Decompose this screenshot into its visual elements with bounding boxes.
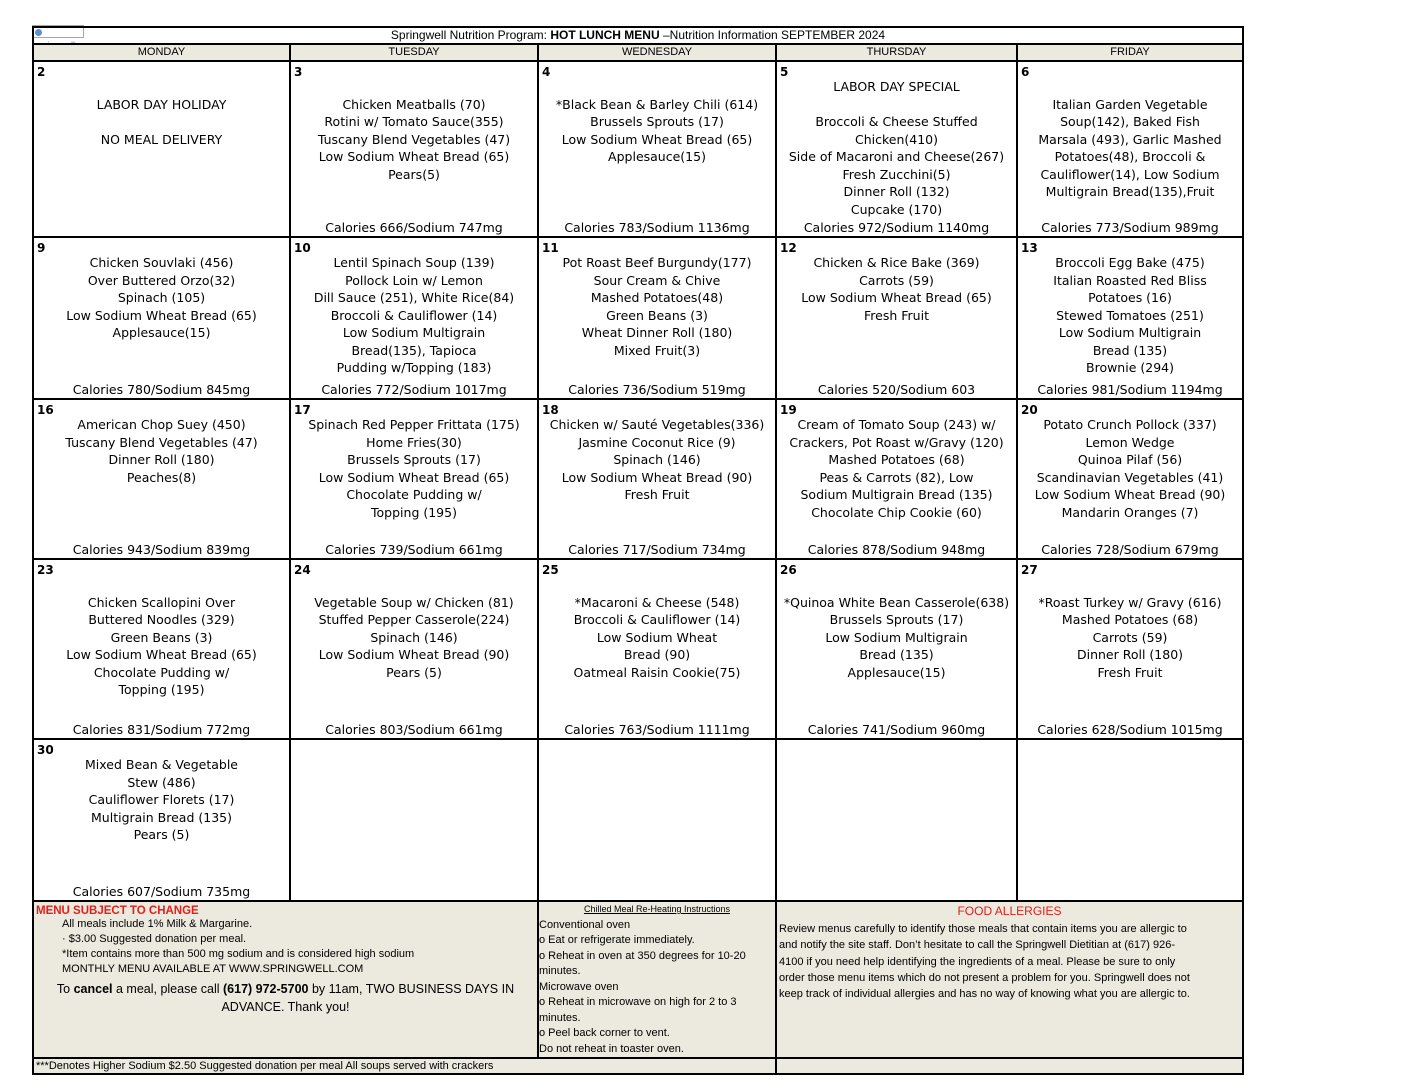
day-number: 4 <box>542 65 551 79</box>
meal-items <box>291 400 537 521</box>
day-cell <box>33 559 290 739</box>
reheat-instructions <box>538 901 776 1058</box>
meal-items <box>34 62 289 148</box>
meal-item: Brussels Sprouts (17) <box>590 114 724 129</box>
meal-item: Low Sodium Wheat Bread (65) <box>561 131 753 147</box>
day-cell <box>33 61 290 237</box>
footer-lines <box>34 917 537 977</box>
meal-item: Italian Garden Vegetable <box>1052 96 1208 112</box>
meal-item: Cream of Tomato Soup (243) w/ <box>797 417 996 432</box>
reheat-line: Do not reheat in toaster oven. <box>539 1042 684 1055</box>
meal-item: Peaches(8) <box>126 469 197 485</box>
day-cell <box>1017 237 1243 399</box>
day-header-wednesday: WEDNESDAY <box>538 44 776 61</box>
weeks-body <box>33 61 1243 901</box>
meal-item: Low Sodium Multigrain <box>825 629 968 645</box>
meal-item <box>543 78 771 96</box>
meal-item: Sodium Multigrain Bread (135) <box>800 487 993 502</box>
day-cell <box>1017 739 1243 901</box>
meal-item: Scandinavian Vegetables (41) <box>1036 469 1224 485</box>
meal-item <box>1022 78 1238 96</box>
meal-item: Chicken Meatballs (70) <box>342 96 486 112</box>
meal-items <box>291 560 537 681</box>
meal-item: Bread(135), Tapioca <box>351 342 477 358</box>
day-number: 26 <box>780 563 797 577</box>
meal-item: Dill Sauce (251), White Rice(84) <box>313 290 515 305</box>
day-number: 9 <box>37 241 46 255</box>
week-row <box>33 237 1243 399</box>
day-header-friday: FRIDAY <box>1017 44 1243 61</box>
meal-item <box>295 78 533 96</box>
meal-item: Broccoli Egg Bake (475) <box>1055 255 1205 270</box>
meal-item: Multigrain Bread(135),Fruit <box>1045 184 1215 199</box>
meal-item: Cupcake (170) <box>850 201 943 217</box>
meal-item: Pot Roast Beef Burgundy(177) <box>562 255 752 270</box>
meal-item: Lemon Wedge <box>1085 434 1175 450</box>
meal-item: Low Sodium Wheat Bread (65) <box>318 469 510 485</box>
day-number: 20 <box>1021 403 1038 417</box>
calories-sodium: Calories 739/Sodium 661mg <box>325 542 503 557</box>
meal-item: Chicken & Rice Bake (369) <box>813 255 980 270</box>
meal-item: Topping (195) <box>371 504 457 520</box>
day-number: 11 <box>542 241 559 255</box>
meal-item: Low Sodium Wheat Bread (65) <box>801 290 992 305</box>
day-header-thursday: THURSDAY <box>776 44 1017 61</box>
meal-item: Crackers, Pot Roast w/Gravy (120) <box>789 434 1004 450</box>
meal-item: Wheat Dinner Roll (180) <box>581 325 733 340</box>
reheat-lines <box>539 918 775 1058</box>
meal-item: Lentil Spinach Soup (139) <box>333 255 495 270</box>
meal-item <box>781 96 1012 114</box>
day-cell <box>776 399 1017 559</box>
meal-items <box>777 740 1016 756</box>
meal-item: Brussels Sprouts (17) <box>829 612 964 627</box>
meal-items <box>539 400 775 504</box>
calories-sodium: Calories 943/Sodium 839mg <box>72 542 251 557</box>
meal-item: Mashed Potatoes (68) <box>1061 612 1199 627</box>
meal-item: Tuscany Blend Vegetables (47) <box>65 434 258 450</box>
meal-item: Italian Roasted Red Bliss <box>1053 272 1207 288</box>
meal-item: Spinach Red Pepper Frittata (175) <box>308 417 520 432</box>
meal-item: *Quinoa White Bean Casserole(638) <box>783 594 1010 610</box>
meal-item: Pears(5) <box>388 166 440 182</box>
calories-sodium: Calories 783/Sodium 1136mg <box>564 220 750 235</box>
meal-item: Broccoli & Cauliflower (14) <box>330 307 498 323</box>
meal-item: NO MEAL DELIVERY <box>100 131 223 147</box>
meal-item: Potato Crunch Pollock (337) <box>1043 417 1217 432</box>
day-cell <box>290 739 538 901</box>
footnote: ***Denotes Higher Sodium $2.50 Suggested donation per meal All soups served with crackers <box>33 1058 776 1074</box>
meal-item: Multigrain Bread (135) <box>91 809 232 825</box>
calories-sodium: Calories 728/Sodium 679mg <box>1041 542 1219 557</box>
meal-item: Bread (90) <box>623 647 691 662</box>
day-cell <box>1017 61 1243 237</box>
meal-item: *Macaroni & Cheese (548) <box>574 594 740 610</box>
calories-sodium: Calories 717/Sodium 734mg <box>568 542 746 557</box>
reheat-line: Microwave oven <box>539 980 619 993</box>
meal-items <box>777 238 1016 324</box>
meal-item: Low Sodium Wheat Bread (90) <box>561 469 753 485</box>
day-header-tuesday: TUESDAY <box>290 44 538 61</box>
meal-item: Oatmeal Raisin Cookie(75) <box>573 664 741 680</box>
meal-item <box>38 78 285 96</box>
meal-items <box>1018 560 1242 681</box>
meal-item <box>781 576 1012 594</box>
food-allergies <box>776 901 1243 1058</box>
meal-items <box>777 560 1016 681</box>
meal-item: Chicken Souvlaki (456) <box>89 255 234 270</box>
footer-line: All meals include 1% Milk & Margarine. <box>62 918 253 930</box>
meal-item: Potatoes (16) <box>1088 290 1172 305</box>
meal-item: Quinoa Pilaf (56) <box>1077 452 1183 467</box>
cancel-instructions: To cancel a meal, please call (617) 972-5700 by 11am, TWO BUSINESS DAYS IN ADVANCE. Thank you! <box>56 982 515 1014</box>
day-number: 3 <box>294 65 303 79</box>
day-cell <box>776 739 1017 901</box>
meal-items <box>1018 400 1242 521</box>
meal-item: Buttered Noodles (329) <box>88 612 235 627</box>
meal-items <box>1018 62 1242 201</box>
meal-item <box>38 113 285 131</box>
meal-item: Bread (135) <box>859 647 934 662</box>
meal-item: Low Sodium Multigrain <box>1058 325 1202 340</box>
meal-item: Fresh Fruit <box>1097 664 1163 680</box>
meal-item: Bread (135) <box>1092 342 1168 358</box>
menu-title: Springwell Nutrition Program: HOT LUNCH MENU –Nutrition Information SEPTEMBER 2024 <box>33 27 1243 44</box>
meal-item: Low Sodium Wheat Bread (90) <box>1034 487 1226 502</box>
day-cell <box>33 739 290 901</box>
meal-items <box>539 740 775 756</box>
day-number: 17 <box>294 403 311 417</box>
day-cell <box>776 559 1017 739</box>
meal-item: Chocolate Chip Cookie (60) <box>811 504 982 520</box>
day-number: 19 <box>780 403 797 417</box>
footer-line: MONTHLY MENU AVAILABLE AT WWW.SPRINGWELL.COM <box>62 963 364 975</box>
reheat-line: o Eat or refrigerate immediately. <box>539 934 695 946</box>
meal-item: Sour Cream & Chive <box>593 272 721 288</box>
reheat-line: o Peel back corner to vent. <box>539 1027 670 1039</box>
meal-item: Applesauce(15) <box>847 664 946 680</box>
calories-sodium: Calories 878/Sodium 948mg <box>807 542 986 557</box>
meal-item: Spinach (146) <box>613 452 701 467</box>
calories-sodium: Calories 736/Sodium 519mg <box>568 382 746 397</box>
meal-item: Chocolate Pudding w/ <box>346 487 482 502</box>
meal-item: Low Sodium Wheat Bread (65) <box>318 149 510 164</box>
meal-item: Mixed Fruit(3) <box>613 342 701 358</box>
meal-item: Stew (486) <box>127 774 196 790</box>
day-cell <box>1017 399 1243 559</box>
meal-items <box>291 740 537 756</box>
calories-sodium: Calories 772/Sodium 1017mg <box>321 382 507 397</box>
meal-item: Marsala (493), Garlic Mashed <box>1038 131 1222 147</box>
footer-row <box>33 901 1243 1058</box>
meal-item: Fresh Fruit <box>864 307 929 323</box>
day-cell <box>538 61 776 237</box>
meal-item: Green Beans (3) <box>110 629 213 645</box>
reheat-line: Conventional oven <box>539 918 631 931</box>
meal-items <box>777 400 1016 521</box>
day-cell <box>538 739 776 901</box>
day-number: 25 <box>542 563 559 577</box>
meal-item: Applesauce(15) <box>608 149 706 164</box>
meal-item: Chicken w/ Sauté Vegetables(336) <box>549 417 765 432</box>
meal-item: Jasmine Coconut Rice (9) <box>578 434 736 450</box>
meal-items <box>539 62 775 166</box>
footer-line: *Item contains more than 500 mg sodium and is considered high sodium <box>62 948 415 960</box>
meal-item <box>543 576 771 594</box>
meal-items <box>291 62 537 183</box>
calories-sodium: Calories 773/Sodium 989mg <box>1041 220 1219 235</box>
meal-item: Brussels Sprouts (17) <box>347 452 481 467</box>
days-of-week-header <box>33 44 1243 61</box>
day-cell <box>33 237 290 399</box>
meal-item <box>1022 576 1238 594</box>
meal-item: Low Sodium Wheat Bread (65) <box>66 307 257 323</box>
meal-item: Mashed Potatoes(48) <box>590 290 724 305</box>
meal-item: Potatoes(48), Broccoli & <box>1054 149 1206 164</box>
meal-items <box>1018 238 1242 377</box>
calories-sodium: Calories 803/Sodium 661mg <box>325 722 503 737</box>
meal-item: Broccoli & Cheese Stuffed <box>815 114 978 129</box>
meal-item: Pears (5) <box>386 664 442 680</box>
meal-item: Mixed Bean & Vegetable <box>85 757 238 772</box>
meal-item: Chicken(410) <box>854 131 938 147</box>
day-cell <box>290 559 538 739</box>
reheat-title: Chilled Meal Re-Heating Instructions <box>583 904 731 914</box>
meal-item: Brownie (294) <box>1086 360 1174 375</box>
meal-item: *Black Bean & Barley Chili (614) <box>555 96 759 112</box>
meal-item: Topping (195) <box>118 682 205 697</box>
meal-item: Pudding w/Topping (183) <box>336 360 492 375</box>
calories-sodium: Calories 981/Sodium 1194mg <box>1037 382 1223 397</box>
meal-item: LABOR DAY SPECIAL <box>833 79 960 94</box>
meal-item: Chocolate Pudding w/ <box>93 664 230 680</box>
day-header-monday: MONDAY <box>33 44 290 61</box>
meal-item: Tuscany Blend Vegetables (47) <box>317 131 511 147</box>
meal-item: Soup(142), Baked Fish <box>1060 114 1200 129</box>
reheat-line: o Reheat in oven at 350 degrees for 10-20 minutes. <box>539 949 746 977</box>
footer-info <box>33 901 538 1058</box>
allergy-text: Review menus carefully to identify those meals that contain items you are allergic to and notify the site staff. Don’t hesitate to call the Springwell Dietitian at (617) 926-4100 if you need help identifying the ingredients of a meal. Please be sure to only order those menu items which do not present a problem for you. Springwell does not keep track of individual allergies and has no way of knowing what you are allergic to. <box>779 923 1190 1001</box>
meal-item: Home Fries(30) <box>366 434 462 450</box>
menu-calendar <box>32 26 1244 1075</box>
meal-item: Cauliflower(14), Low Sodium <box>1040 166 1220 182</box>
meal-item: Low Sodium Multigrain <box>342 325 486 340</box>
meal-item: Dinner Roll (132) <box>843 184 950 199</box>
meal-items <box>291 238 537 377</box>
day-number: 13 <box>1021 241 1038 255</box>
day-cell <box>33 399 290 559</box>
day-cell <box>538 237 776 399</box>
day-cell <box>290 399 538 559</box>
week-row <box>33 559 1243 739</box>
week-row <box>33 739 1243 901</box>
meal-item: Stewed Tomatoes (251) <box>1056 307 1204 323</box>
day-cell <box>538 399 776 559</box>
meal-item: Vegetable Soup w/ Chicken (81) <box>314 594 514 610</box>
meal-items <box>777 62 1016 218</box>
day-number: 5 <box>780 65 789 79</box>
meal-item: Pears (5) <box>133 827 190 842</box>
menu-change-notice: MENU SUBJECT TO CHANGE <box>36 905 199 917</box>
meal-items <box>1018 740 1242 756</box>
day-number: 23 <box>37 563 54 577</box>
meal-item: Broccoli & Cauliflower (14) <box>573 612 741 627</box>
meal-item: Rotini w/ Tomato Sauce(355) <box>324 114 504 129</box>
meal-item: Dinner Roll (180) <box>1076 647 1184 662</box>
meal-item: Pollock Loin w/ Lemon <box>345 272 483 288</box>
calories-sodium: Calories 780/Sodium 845mg <box>72 382 251 397</box>
meal-item: Carrots (59) <box>859 272 934 288</box>
day-cell <box>290 237 538 399</box>
meal-item: Low Sodium Wheat Bread (90) <box>318 647 510 662</box>
calories-sodium: Calories 607/Sodium 735mg <box>72 884 251 899</box>
meal-items <box>34 740 289 844</box>
footer-line: · $3.00 Suggested donation per meal. <box>62 933 247 945</box>
day-number: 27 <box>1021 563 1038 577</box>
meal-item: Side of Macaroni and Cheese(267) <box>788 149 1005 164</box>
day-number: 24 <box>294 563 311 577</box>
meal-item: Stuffed Pepper Casserole(224) <box>318 612 510 627</box>
calories-sodium: Calories 831/Sodium 772mg <box>72 722 251 737</box>
meal-items <box>34 400 289 486</box>
meal-item: Fresh Fruit <box>624 487 690 502</box>
day-number: 12 <box>780 241 797 255</box>
meal-item: Carrots (59) <box>1092 629 1168 645</box>
meal-items <box>34 560 289 699</box>
meal-item: LABOR DAY HOLIDAY <box>96 96 227 112</box>
calories-sodium: Calories 763/Sodium 1111mg <box>564 722 750 737</box>
meal-item: Cauliflower Florets (17) <box>88 792 235 807</box>
meal-item: Over Buttered Orzo(32) <box>87 272 236 288</box>
meal-item: Green Beans (3) <box>606 307 708 323</box>
calories-sodium: Calories 628/Sodium 1015mg <box>1037 722 1223 737</box>
week-row <box>33 61 1243 237</box>
footnote-empty <box>776 1058 1243 1074</box>
meal-item: Spinach (146) <box>370 629 458 645</box>
meal-item: Applesauce(15) <box>112 325 211 340</box>
footnote-row <box>33 1058 1243 1074</box>
calories-sodium: Calories 666/Sodium 747mg <box>325 220 503 235</box>
meal-item <box>38 576 285 594</box>
meal-item: Mashed Potatoes (68) <box>828 452 965 467</box>
meal-item: Dinner Roll (180) <box>108 452 215 467</box>
day-cell <box>776 237 1017 399</box>
meal-items <box>539 560 775 681</box>
reheat-line: o Reheat in microwave on high for 2 to 3 minutes. <box>539 996 737 1024</box>
day-number: 6 <box>1021 65 1030 79</box>
calories-sodium: Calories 972/Sodium 1140mg <box>803 220 990 235</box>
day-cell <box>538 559 776 739</box>
calories-sodium: Calories 741/Sodium 960mg <box>807 722 986 737</box>
day-number: 2 <box>37 65 46 79</box>
day-cell <box>776 61 1017 237</box>
meal-item: Mandarin Oranges (7) <box>1061 504 1199 520</box>
day-cell <box>290 61 538 237</box>
meal-items <box>539 238 775 359</box>
meal-item: Low Sodium Wheat <box>596 629 718 645</box>
day-number: 10 <box>294 241 311 255</box>
meal-item: Low Sodium Wheat Bread (65) <box>66 647 257 662</box>
week-row <box>33 399 1243 559</box>
meal-item: Spinach (105) <box>117 290 206 305</box>
allergy-title: FOOD ALLERGIES <box>957 904 1062 918</box>
day-number: 16 <box>37 403 54 417</box>
meal-item: Fresh Zucchini(5) <box>842 166 951 182</box>
meal-item: Peas & Carrots (82), Low <box>819 469 974 485</box>
day-cell <box>1017 559 1243 739</box>
calories-sodium: Calories 520/Sodium 603 <box>817 382 976 397</box>
meal-item: Chicken Scallopini Over <box>87 594 236 610</box>
day-number: 30 <box>37 743 54 757</box>
meal-item: American Chop Suey (450) <box>77 417 246 432</box>
day-number: 18 <box>542 403 559 417</box>
meal-item: *Roast Turkey w/ Gravy (616) <box>1038 594 1222 610</box>
meal-items <box>34 238 289 342</box>
meal-item <box>295 576 533 594</box>
